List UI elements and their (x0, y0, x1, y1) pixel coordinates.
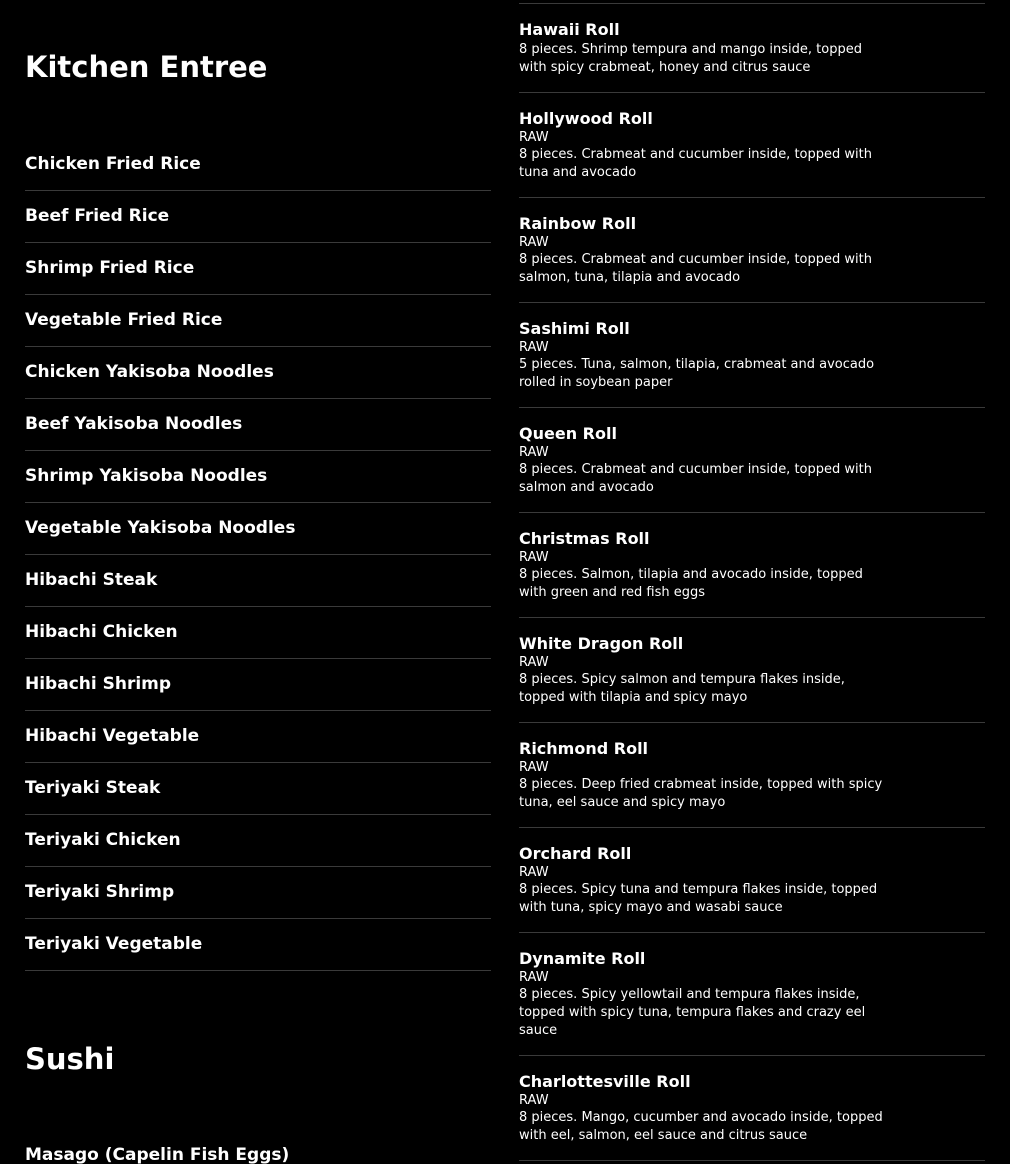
roll-item[interactable] (519, 4, 985, 93)
menu-item[interactable]: Shrimp Yakisoba Noodles (25, 451, 491, 503)
menu-item[interactable]: Hibachi Vegetable (25, 711, 491, 763)
raw-tag: RAW (519, 340, 549, 355)
roll-item[interactable] (519, 93, 985, 198)
roll-item[interactable] (519, 618, 985, 723)
roll-description: 8 pieces. Deep fried crabmeat inside, topped with spicy tuna, eel sauce and spicy mayo (519, 777, 883, 810)
roll-item[interactable] (519, 513, 985, 618)
roll-item[interactable] (519, 1056, 985, 1161)
roll-name: Orchard Roll (519, 844, 632, 863)
roll-description: 8 pieces. Crabmeat and cucumber inside, topped with salmon, tuna, tilapia and avocado (519, 252, 872, 285)
menu-item[interactable]: Hibachi Steak (25, 555, 491, 607)
menu-item[interactable]: Beef Yakisoba Noodles (25, 399, 491, 451)
raw-tag: RAW (519, 865, 549, 880)
roll-name: White Dragon Roll (519, 634, 684, 653)
menu-item[interactable]: Chicken Yakisoba Noodles (25, 347, 491, 399)
kitchen-entree-list (25, 139, 491, 971)
raw-tag: RAW (519, 445, 549, 460)
roll-description: 8 pieces. Mango, cucumber and avocado inside, topped with eel, salmon, eel sauce and citrus sauce (519, 1110, 883, 1143)
roll-description: 8 pieces. Spicy tuna and tempura flakes inside, topped with tuna, spicy mayo and wasabi sauce (519, 882, 878, 915)
raw-tag: RAW (519, 760, 549, 775)
roll-name: Hawaii Roll (519, 20, 620, 39)
raw-tag: RAW (519, 1093, 549, 1108)
raw-tag: RAW (519, 655, 549, 670)
roll-description: 8 pieces. Crabmeat and cucumber inside, topped with tuna and avocado (519, 147, 872, 180)
roll-item[interactable] (519, 303, 985, 408)
roll-name: Christmas Roll (519, 529, 650, 548)
roll-name: Rainbow Roll (519, 214, 637, 233)
roll-description: 8 pieces. Spicy salmon and tempura flakes inside, topped with tilapia and spicy mayo (519, 672, 845, 705)
roll-description: 8 pieces. Spicy yellowtail and tempura flakes inside, topped with spicy tuna, tempura flakes and crazy eel sauce (519, 987, 866, 1038)
menu-item[interactable]: Shrimp Fried Rice (25, 243, 491, 295)
raw-tag: RAW (519, 550, 549, 565)
raw-tag: RAW (519, 235, 549, 250)
roll-name: Charlottesville Roll (519, 1072, 691, 1091)
menu-item[interactable]: Vegetable Yakisoba Noodles (25, 503, 491, 555)
raw-tag: RAW (519, 130, 549, 145)
roll-item[interactable] (519, 933, 985, 1056)
roll-item[interactable] (519, 828, 985, 933)
roll-item[interactable] (519, 198, 985, 303)
roll-name: Richmond Roll (519, 739, 649, 758)
roll-item[interactable] (519, 408, 985, 513)
sushi-heading: Sushi (25, 1042, 115, 1076)
roll-item[interactable] (519, 723, 985, 828)
roll-description: 8 pieces. Crabmeat and cucumber inside, topped with salmon and avocado (519, 462, 872, 495)
roll-name: Hollywood Roll (519, 109, 653, 128)
menu-item[interactable]: Chicken Fried Rice (25, 139, 491, 191)
kitchen-entree-heading: Kitchen Entree (25, 50, 268, 84)
menu-item[interactable]: Teriyaki Vegetable (25, 919, 491, 971)
menu-item[interactable]: Masago (Capelin Fish Eggs) (25, 1145, 290, 1164)
roll-description: 8 pieces. Shrimp tempura and mango inside, topped with spicy crabmeat, honey and citrus sauce (519, 42, 862, 75)
raw-tag: RAW (519, 970, 549, 985)
menu-item[interactable]: Vegetable Fried Rice (25, 295, 491, 347)
menu-item[interactable]: Hibachi Shrimp (25, 659, 491, 711)
menu-item[interactable]: Teriyaki Shrimp (25, 867, 491, 919)
roll-name: Sashimi Roll (519, 319, 630, 338)
roll-description: 5 pieces. Tuna, salmon, tilapia, crabmeat and avocado rolled in soybean paper (519, 357, 875, 390)
menu-item[interactable]: Hibachi Chicken (25, 607, 491, 659)
sushi-roll-list (519, 4, 985, 1161)
menu-item[interactable]: Teriyaki Steak (25, 763, 491, 815)
menu-item[interactable]: Teriyaki Chicken (25, 815, 491, 867)
menu-item[interactable]: Beef Fried Rice (25, 191, 491, 243)
roll-name: Dynamite Roll (519, 949, 646, 968)
roll-description: 8 pieces. Salmon, tilapia and avocado inside, topped with green and red fish eggs (519, 567, 863, 600)
roll-name: Queen Roll (519, 424, 617, 443)
